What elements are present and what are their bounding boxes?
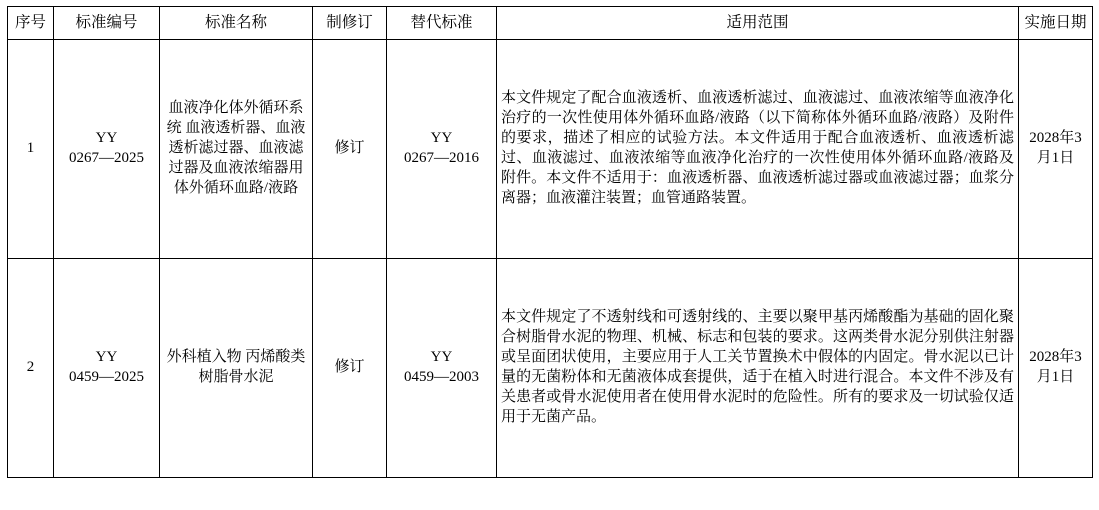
- replaced-standard-prefix: YY: [430, 349, 453, 366]
- standard-number-value: 0267—2025: [69, 150, 144, 167]
- table-body: [8, 40, 1093, 478]
- cell-revision-type: 修订: [313, 259, 387, 478]
- cell-replaced-standard: [387, 40, 497, 259]
- cell-replaced-standard: [387, 259, 497, 478]
- standard-number-prefix: YY: [95, 130, 118, 147]
- cell-effective-date: 2028年3月1日: [1019, 40, 1093, 259]
- table-header: [8, 7, 1093, 40]
- column-header-effective-date: 实施日期: [1019, 7, 1093, 40]
- replaced-standard-value: 0267—2016: [404, 150, 479, 167]
- standards-table: [7, 6, 1093, 478]
- table-header-row: [8, 7, 1093, 40]
- standard-number-prefix: YY: [95, 349, 118, 366]
- column-header-standard-name: 标准名称: [160, 7, 313, 40]
- column-header-standard-number: 标准编号: [54, 7, 160, 40]
- cell-standard-number: [54, 40, 160, 259]
- table-row: [8, 259, 1093, 478]
- column-header-replaced-standard: 替代标准: [387, 7, 497, 40]
- column-header-revision-type: 制修订: [313, 7, 387, 40]
- cell-scope: 本文件规定了配合血液透析、血液透析滤过、血液滤过、血液浓缩等血液净化治疗的一次性使用体外循环血路/液路（以下简称体外循环血路/液路）及附件的要求，描述了相应的试验方法。本文件适用于配合血液透析、血液透析滤过、血液滤过、血液浓缩等血液净化治疗的一次性使用体外循环血路/液路及附件。本文件不适用于：血液透析器、血液透析滤过器或血液滤过器；血浆分离器；血液灌注装置；血管通路装置。: [497, 40, 1019, 259]
- cell-standard-name: 血液净化体外循环系统 血液透析器、血液透析滤过器、血液滤过器及血液浓缩器用体外循环血路/液路: [160, 40, 313, 259]
- cell-scope: 本文件规定了不透射线和可透射线的、主要以聚甲基丙烯酸酯为基础的固化聚合树脂骨水泥的物理、机械、标志和包装的要求。这两类骨水泥分别供注射器或呈面团状使用，主要应用于人工关节置换术中假体的内固定。骨水泥以已计量的无菌粉体和无菌液体成套提供，适于在植入时进行混合。本文件不涉及有关患者或骨水泥使用者在使用骨水泥时的危险性。所有的要求及一切试验仅适用于无菌产品。: [497, 259, 1019, 478]
- table-row: [8, 40, 1093, 259]
- cell-revision-type: 修订: [313, 40, 387, 259]
- replaced-standard-prefix: YY: [430, 130, 453, 147]
- standard-number-value: 0459—2025: [69, 369, 144, 386]
- column-header-seq: 序号: [8, 7, 54, 40]
- cell-standard-name: 外科植入物 丙烯酸类树脂骨水泥: [160, 259, 313, 478]
- cell-effective-date: 2028年3月1日: [1019, 259, 1093, 478]
- cell-seq: 1: [8, 40, 54, 259]
- column-header-scope: 适用范围: [497, 7, 1019, 40]
- cell-seq: 2: [8, 259, 54, 478]
- replaced-standard-value: 0459—2003: [404, 369, 479, 386]
- cell-standard-number: [54, 259, 160, 478]
